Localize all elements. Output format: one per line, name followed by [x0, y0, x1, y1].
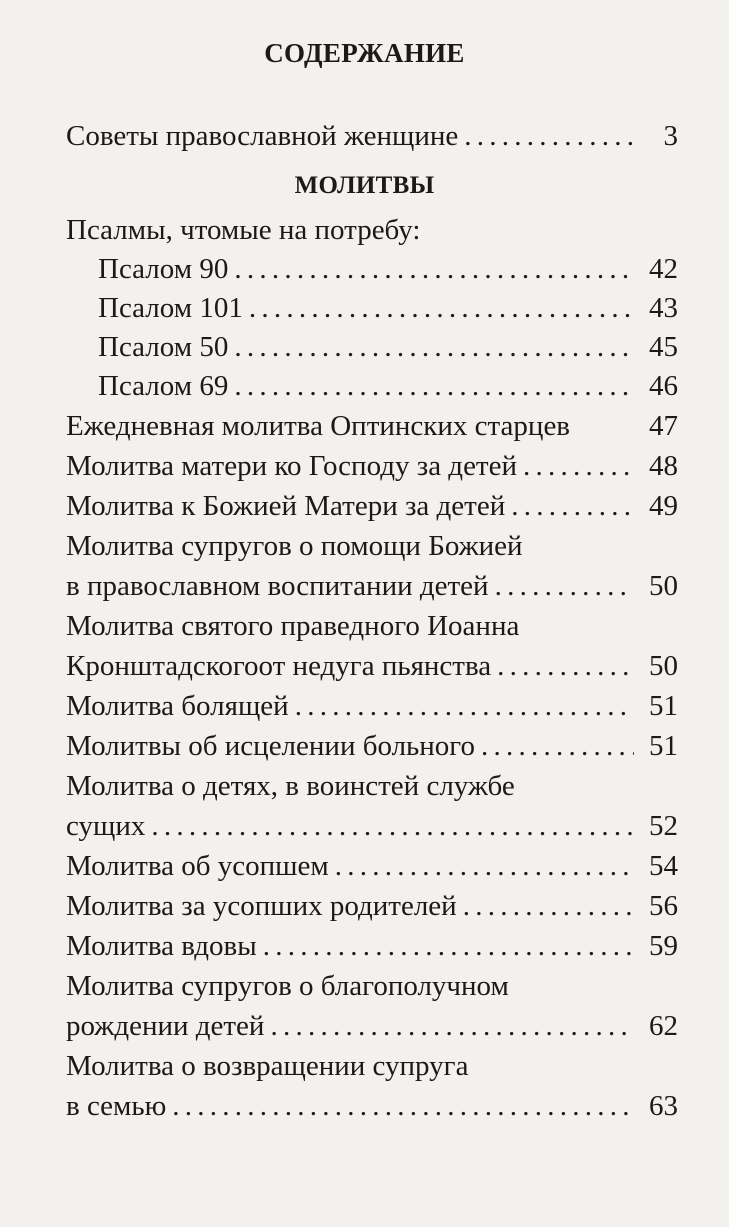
- leader-dots: [249, 288, 634, 328]
- toc-entry-page: 51: [649, 690, 678, 722]
- toc-entry-page: 50: [649, 650, 678, 682]
- toc-entry-title: сущих: [66, 810, 146, 842]
- leader-dots: [464, 116, 634, 156]
- leader-dots: [172, 1086, 634, 1126]
- toc-entry: [98, 366, 678, 406]
- leader-dots: [335, 846, 634, 886]
- toc-entry-title: Молитвы об исцелении больного: [66, 730, 475, 762]
- toc-entry: [66, 926, 678, 966]
- toc-entry: [66, 766, 678, 806]
- toc-entry-page: 51: [649, 730, 678, 762]
- toc-entry-page: 50: [649, 570, 678, 602]
- leader-dots: [523, 446, 634, 486]
- leader-dots: [151, 806, 634, 846]
- toc-entry-title: Молитва матери ко Господу за детей: [66, 450, 518, 482]
- leader-dots: [495, 566, 634, 606]
- toc-entry-page: 3: [663, 120, 678, 152]
- toc-entry: [66, 1006, 678, 1046]
- leader-dots: [511, 486, 634, 526]
- toc-entry: [66, 1046, 678, 1086]
- toc-entry-title: Молитва к Божией Матери за детей: [66, 490, 506, 522]
- toc-entry-page: 47: [649, 410, 678, 442]
- toc-entry-title: Ежедневная молитва Оптинских старцев: [66, 410, 571, 442]
- toc-entry-title: Псалом 90: [98, 253, 229, 285]
- toc-entry-title: Молитва супругов о благополучном: [66, 970, 509, 1002]
- toc-entry: [66, 486, 678, 526]
- toc-entry: [66, 446, 678, 486]
- toc-entry: [66, 886, 678, 926]
- toc-entry-page: 46: [649, 370, 678, 402]
- toc-entry: [66, 606, 678, 646]
- toc-entry-title: рождении детей: [66, 1010, 265, 1042]
- toc-entry: [66, 210, 678, 250]
- toc-entry-title: Кронштадскогоот недуга пьянства: [66, 650, 492, 682]
- toc-entry-title: Молитва о детях, в воинстей службе: [66, 770, 515, 802]
- toc-entry-title: Молитва супругов о помощи Божией: [66, 530, 523, 562]
- toc-entry: [98, 249, 678, 289]
- toc-entry: [98, 288, 678, 328]
- toc-entry-title: Молитва святого праведного Иоанна: [66, 610, 520, 642]
- toc-entry-title: Молитва вдовы: [66, 930, 257, 962]
- toc-entry: [66, 566, 678, 606]
- toc-entry-title: в семью: [66, 1090, 167, 1122]
- leader-dots: [263, 926, 634, 966]
- toc-entry-page: 56: [649, 890, 678, 922]
- toc-entry-title: Молитва об усопшем: [66, 850, 329, 882]
- toc-entry: [98, 327, 678, 367]
- toc-entry: [66, 966, 678, 1006]
- toc-entry: [66, 806, 678, 846]
- toc-entry-title: Молитва болящей: [66, 690, 289, 722]
- toc-entry-page: 52: [649, 810, 678, 842]
- toc-entry: [66, 646, 678, 686]
- contents-heading: СОДЕРЖАНИЕ: [264, 38, 465, 68]
- toc-entry: [66, 846, 678, 886]
- toc-entry: [66, 116, 678, 156]
- toc-entry-page: 62: [649, 1010, 678, 1042]
- toc-entry-title: в православном воспитании детей: [66, 570, 489, 602]
- toc-entry: [66, 1086, 678, 1126]
- toc-entry-title: Советы православной женщине: [66, 120, 459, 152]
- toc-entry: [66, 686, 678, 726]
- toc-entry-title: Молитва о возвращении супруга: [66, 1050, 469, 1082]
- toc-entry-title: Псалмы, чтомые на потребу:: [66, 214, 421, 246]
- toc-entry-title: Псалом 50: [98, 331, 229, 363]
- leader-dots: [497, 646, 634, 686]
- toc-entry-title: Псалом 101: [98, 292, 243, 324]
- toc-entry-page: 48: [649, 450, 678, 482]
- toc-entry-page: 45: [649, 331, 678, 363]
- toc-entry-title: Псалом 69: [98, 370, 229, 402]
- leader-dots: [270, 1006, 634, 1046]
- toc-entry-page: 42: [649, 253, 678, 285]
- toc-entry-page: 43: [649, 292, 678, 324]
- leader-dots: [234, 366, 634, 406]
- toc-entry-page: 63: [649, 1090, 678, 1122]
- toc-entry-page: 49: [649, 490, 678, 522]
- toc-entry: [66, 406, 678, 446]
- leader-dots: [295, 686, 634, 726]
- toc-entry: [66, 726, 678, 766]
- toc-entry: [66, 526, 678, 566]
- leader-dots: [481, 726, 634, 766]
- toc-entry-page: 54: [649, 850, 678, 882]
- leader-dots: [463, 886, 634, 926]
- toc-entry-page: 59: [649, 930, 678, 962]
- leader-dots: [234, 327, 634, 367]
- toc-entry-title: Молитва за усопших родителей: [66, 890, 457, 922]
- leader-dots: [234, 249, 634, 289]
- section-heading: МОЛИТВЫ: [294, 172, 435, 199]
